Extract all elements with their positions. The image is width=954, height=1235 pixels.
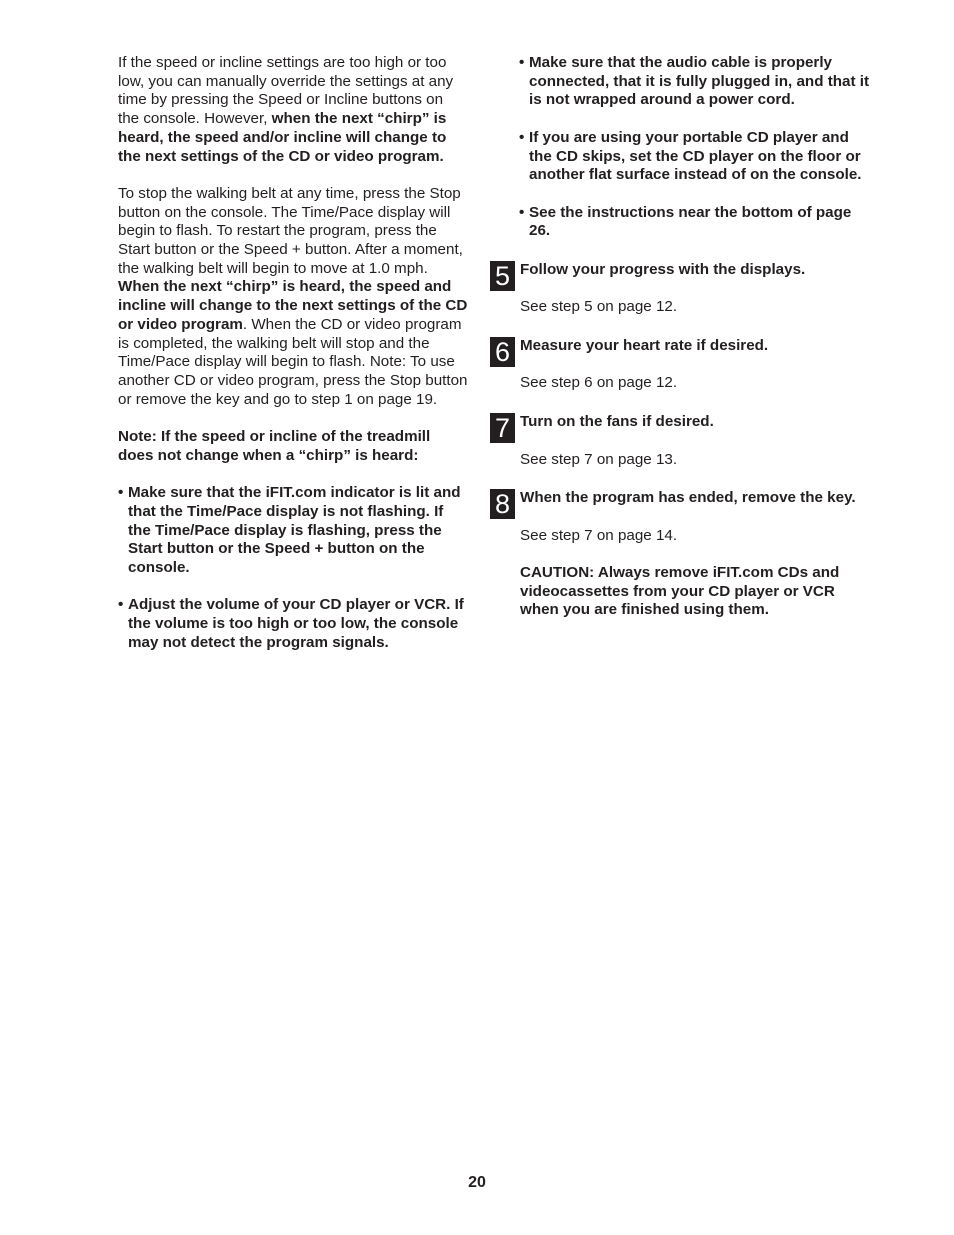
bullet-mark: • [519,203,525,221]
step-reference: See step 7 on page 13. [520,450,678,468]
step-title: Measure your heart rate if desired. [520,337,769,355]
caution-note: CAUTION: Always remove iFIT.com CDs and videocassettes from your CD player or VCR when you are finished using them. [520,564,840,619]
bullet-text: If you are using your portable CD player and the CD skips, set the CD player on the floor or another flat surface instead of on the console. [529,128,862,184]
step-number-badge: 6 [490,337,515,367]
bullet-text: See the instructions near the bottom of page 26. [529,203,852,240]
paragraph-text: To stop the walking belt at any time, press the Stop button on the console. The Time/Pace display will begin to flash. To restart the program, press the Start button or the Speed + button. After a moment, the walking belt will begin to move at 1.0 mph. [118,184,463,277]
paragraph-text: If the speed or incline settings are too high or too low, you can manually override the settings at any time by pressing the Speed or Incline buttons on the console. However, [118,54,454,128]
page-number: 20 [468,1174,486,1191]
step-title: Turn on the fans if desired. [520,413,714,431]
step-number-badge: 7 [490,413,515,443]
bullet-text: Adjust the volume of your CD player or VCR. If the volume is too high or too low, the console may not detect the program signals. [128,596,464,651]
bullet-item [519,204,875,241]
bullet-text: Make sure that the iFIT.com indicator is lit and that the Time/Pace display is not flashing. If the Time/Pace display is flashing, press the Start button or the Speed + button on the console. [128,484,461,576]
paragraph-bold-text: when the next “chirp” is heard, the speed and/or incline will change to the next settings of the CD or video program. [118,110,447,165]
step-reference: See step 6 on page 12. [520,374,678,392]
bullet-mark: • [118,484,124,502]
bullet-mark: • [519,128,525,146]
step-title: When the program has ended, remove the key. [520,489,856,507]
note-heading: Note: If the speed or incline of the treadmill does not change when a “chirp” is heard: [118,428,431,464]
bullet-mark: • [118,596,124,614]
bullet-item [118,484,468,578]
paragraph-text: . When the CD or video program is completed, the walking belt will stop and the Time/Pace display will begin to flash. Note: To use another CD or video program, press the Stop button or remove the key and go to step 1 on page 19. [118,315,468,408]
paragraph-bold-text: When the next “chirp” is heard, the speed and incline will change to the next settings of the CD or video program [118,278,468,333]
step-number-badge: 5 [490,261,515,291]
left-column [118,54,468,652]
step-title: Follow your progress with the displays. [520,261,806,278]
bullet-item [519,54,875,110]
bullet-mark: • [519,54,525,71]
step-number-badge: 8 [490,489,515,519]
bullet-item [519,129,875,185]
step-reference: See step 5 on page 12. [520,298,678,316]
bullet-item [118,596,468,652]
step-reference: See step 7 on page 14. [520,526,678,544]
bullet-text: Make sure that the audio cable is properly connected, that it is fully plugged in, and that it is not wrapped around a power cord. [529,54,870,109]
step-7 [490,413,875,469]
step-8 [490,489,875,620]
step-5 [490,261,875,317]
right-column [490,54,875,620]
paragraph-stop-belt [118,185,468,409]
step-6 [490,337,875,393]
paragraph-override [118,54,468,166]
